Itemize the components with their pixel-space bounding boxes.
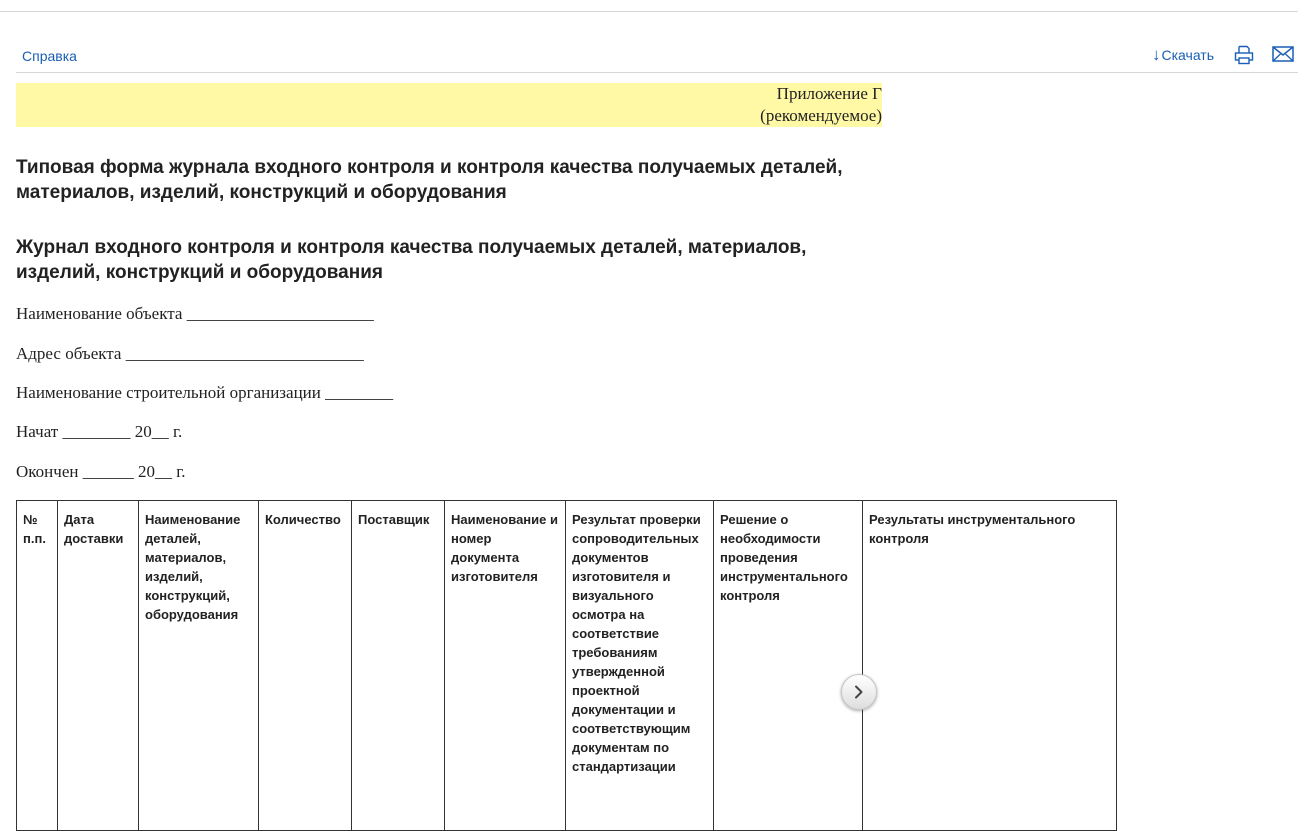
object-name-field: Наименование объекта ______________________ — [16, 304, 374, 323]
print-button[interactable] — [1234, 45, 1256, 65]
object-address-field: Адрес объекта ____________________________ — [16, 344, 364, 363]
journal-title: Журнал входного контроля и контроля качества получаемых деталей, материалов, изделий, конструкций и оборудования — [16, 237, 807, 283]
toolbar-divider — [16, 72, 1298, 73]
finished-field: Окончен ______ 20__ г. — [16, 462, 186, 481]
envelope-icon — [1272, 45, 1294, 63]
column-header-item-name: Наименование деталей, материалов, изделий, конструкций, оборудования — [139, 501, 259, 831]
form-title: Типовая форма журнала входного контроля и контроля качества получаемых деталей, материалов, изделий, конструкций и оборудования — [16, 157, 843, 203]
download-arrow-icon: ↓ — [1152, 45, 1161, 64]
column-header-delivery-date: Дата доставки — [58, 501, 139, 831]
started-field: Начат ________ 20__ г. — [16, 422, 183, 441]
column-header-supplier: Поставщик — [352, 501, 445, 831]
column-header-control-decision: Решение о необходимости проведения инструментального контроля — [714, 501, 863, 831]
appendix-label — [16, 83, 882, 127]
table-header-row — [17, 501, 1117, 831]
chevron-right-icon — [853, 685, 865, 699]
journal-table — [16, 500, 1117, 831]
table-scroll-right-button[interactable] — [841, 674, 877, 710]
column-header-control-results: Результаты инструментального контроля — [863, 501, 1117, 831]
organization-field: Наименование строительной организации ________ — [16, 383, 394, 402]
email-button[interactable] — [1272, 45, 1294, 65]
download-link[interactable] — [1152, 46, 1214, 63]
appendix-subtitle: (рекомендуемое) — [760, 106, 882, 125]
column-header-inspection-result: Результат проверки сопроводительных документов изготовителя и визуального осмотра на соответствие требованиям утвержденной проектной документации и соответствующим документам по стандартизации — [566, 501, 714, 831]
printer-icon — [1234, 45, 1254, 65]
column-header-number: № п.п. — [17, 501, 58, 831]
download-label: Скачать — [1161, 46, 1214, 63]
appendix-title: Приложение Г — [776, 84, 882, 103]
toolbar — [0, 12, 1307, 72]
journal-table-container[interactable] — [16, 500, 1076, 811]
column-header-quantity: Количество — [259, 501, 352, 831]
column-header-document: Наименование и номер документа изготовителя — [445, 501, 566, 831]
help-link[interactable]: Справка — [22, 48, 77, 64]
